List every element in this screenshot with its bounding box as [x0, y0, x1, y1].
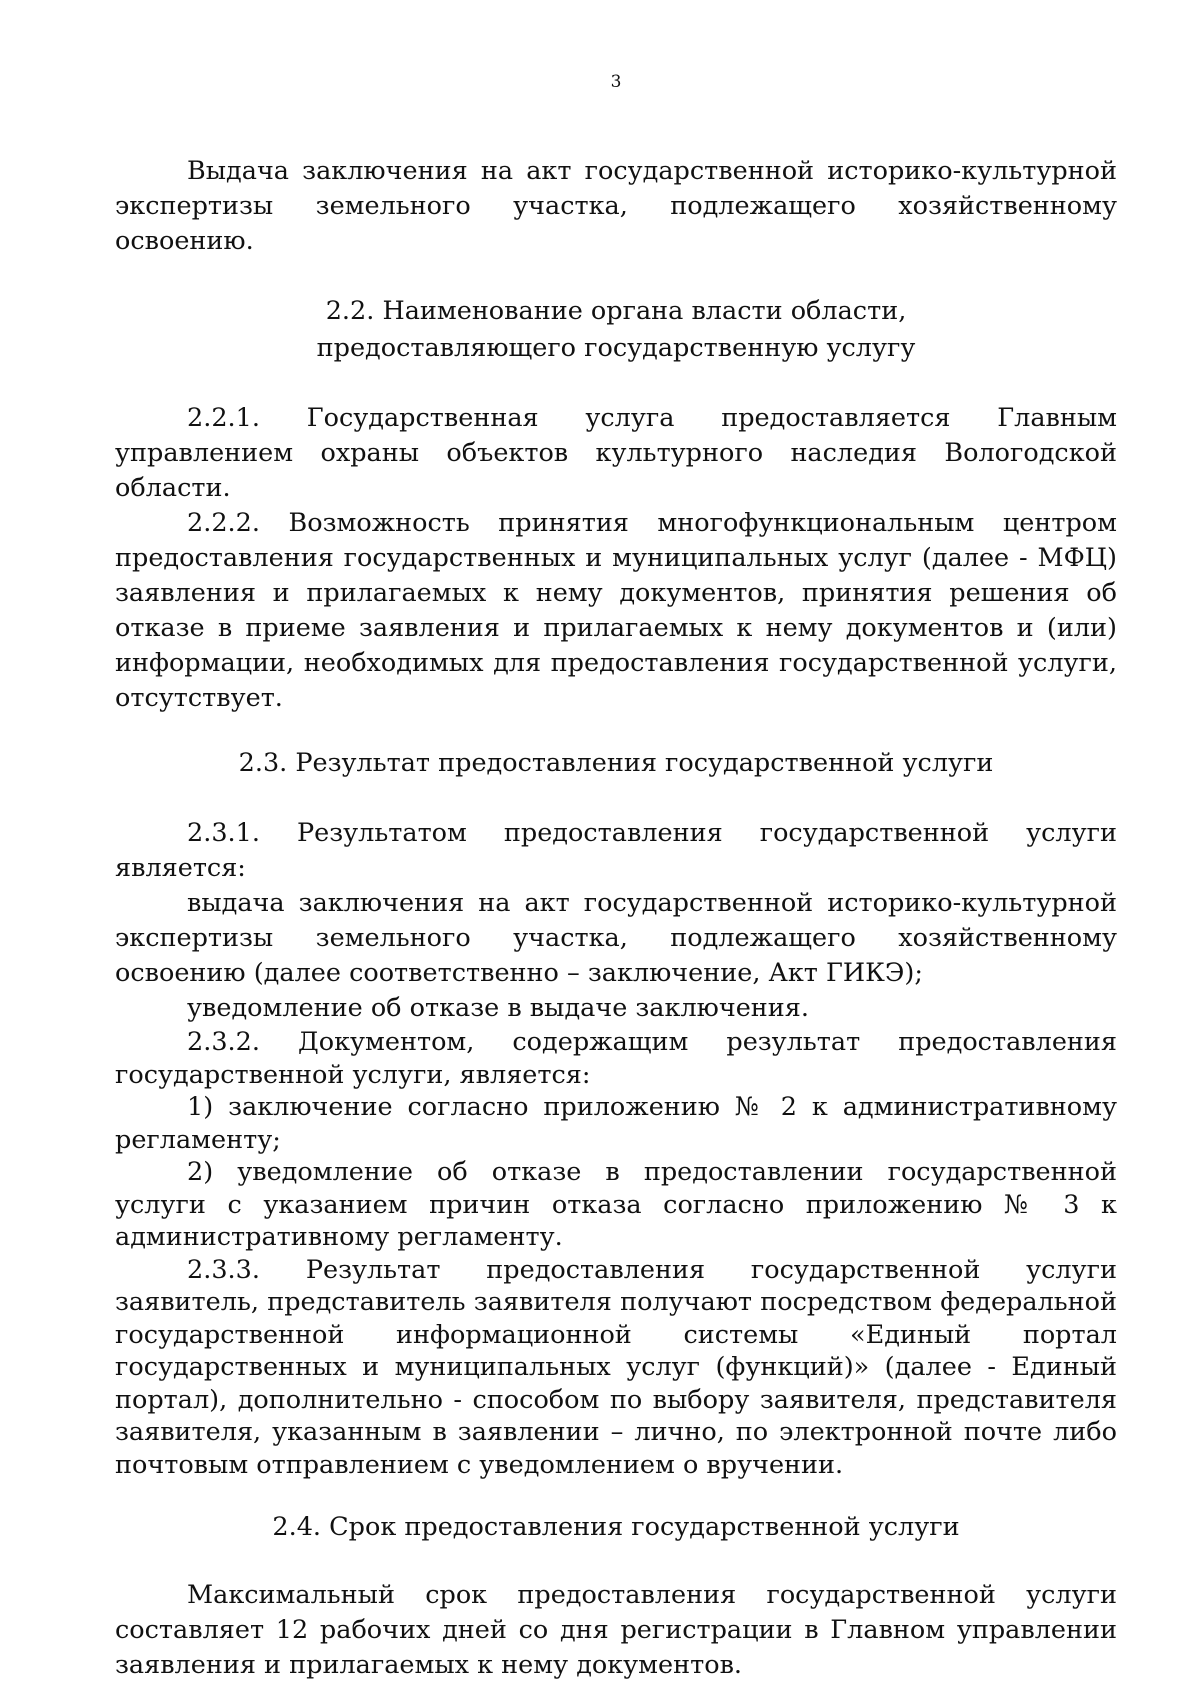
paragraph-2-2-2: 2.2.2. Возможность принятия многофункциональным центром предоставления государственных и муниципальных услуг (далее - МФЦ) заявления и прилагаемых к нему документов, принятия решения об отказе в приеме заявления и прилагаемых к нему документов и (или) информации, необходимых для предоставления государственной услуги, отсутствует. [115, 508, 1117, 713]
paragraph-2-3-2: 2.3.2. Документом, содержащим результат предоставления государственной услуги, является: [115, 1027, 1117, 1090]
document-item-1: 1) заключение согласно приложению № 2 к административному регламенту; [115, 1092, 1117, 1155]
spacer [115, 1481, 1117, 1509]
document-item-2: 2) уведомление об отказе в предоставлении государственной услуги с указанием причин отказа согласно приложению № 3 к административному регламенту. [115, 1157, 1117, 1252]
spacer [115, 259, 1117, 293]
paragraph-term: Максимальный срок предоставления государственной услуги составляет 12 рабочих дней со дня регистрации в Главном управлении заявления и прилагаемых к нему документов. [115, 1580, 1117, 1680]
spacer [115, 782, 1117, 816]
spacer [115, 367, 1117, 401]
spacer [115, 1546, 1117, 1578]
intro-paragraph: Выдача заключения на акт государственной историко-культурной экспертизы земельного участка, подлежащего хозяйственному освоению. [115, 156, 1117, 256]
section-2-3-heading: 2.3. Результат предоставления государственной услуги [238, 748, 994, 778]
paragraph-2-3-3: 2.3.3. Результат предоставления государственной услуги заявитель, представитель заявителя получают посредством федеральной государственной информационной системы «Единый портал государственных и муниципальных услуг (функций)» (далее - Единый портал), дополнительно - способом по выбору заявителя, представителя заявителя, указанным в заявлении – лично, по электронной почте либо почтовым отправлением с уведомлением о вручении. [115, 1254, 1117, 1480]
section-2-4-heading: 2.4. Срок предоставления государственной услуги [272, 1512, 960, 1542]
section-2-2-heading-line-1: 2.2. Наименование органа власти области, [325, 296, 907, 326]
page-number: 3 [610, 72, 622, 92]
paragraph-2-3-1: 2.3.1. Результатом предоставления государственной услуги является: [115, 818, 1117, 883]
paragraph-2-2-1: 2.2.1. Государственная услуга предоставляется Главным управлением охраны объектов культурного наследия Вологодской области. [115, 403, 1117, 503]
spacer [115, 716, 1117, 745]
result-item-conclusion: выдача заключения на акт государственной историко-культурной экспертизы земельного участка, подлежащего хозяйственному освоению (далее соответственно – заключение, Акт ГИКЭ); [115, 888, 1117, 988]
result-item-refusal-notice: уведомление об отказе в выдаче заключения. [187, 993, 809, 1023]
page-content [115, 154, 1117, 1683]
section-2-2-heading-line-2: предоставляющего государственную услугу [316, 333, 916, 363]
